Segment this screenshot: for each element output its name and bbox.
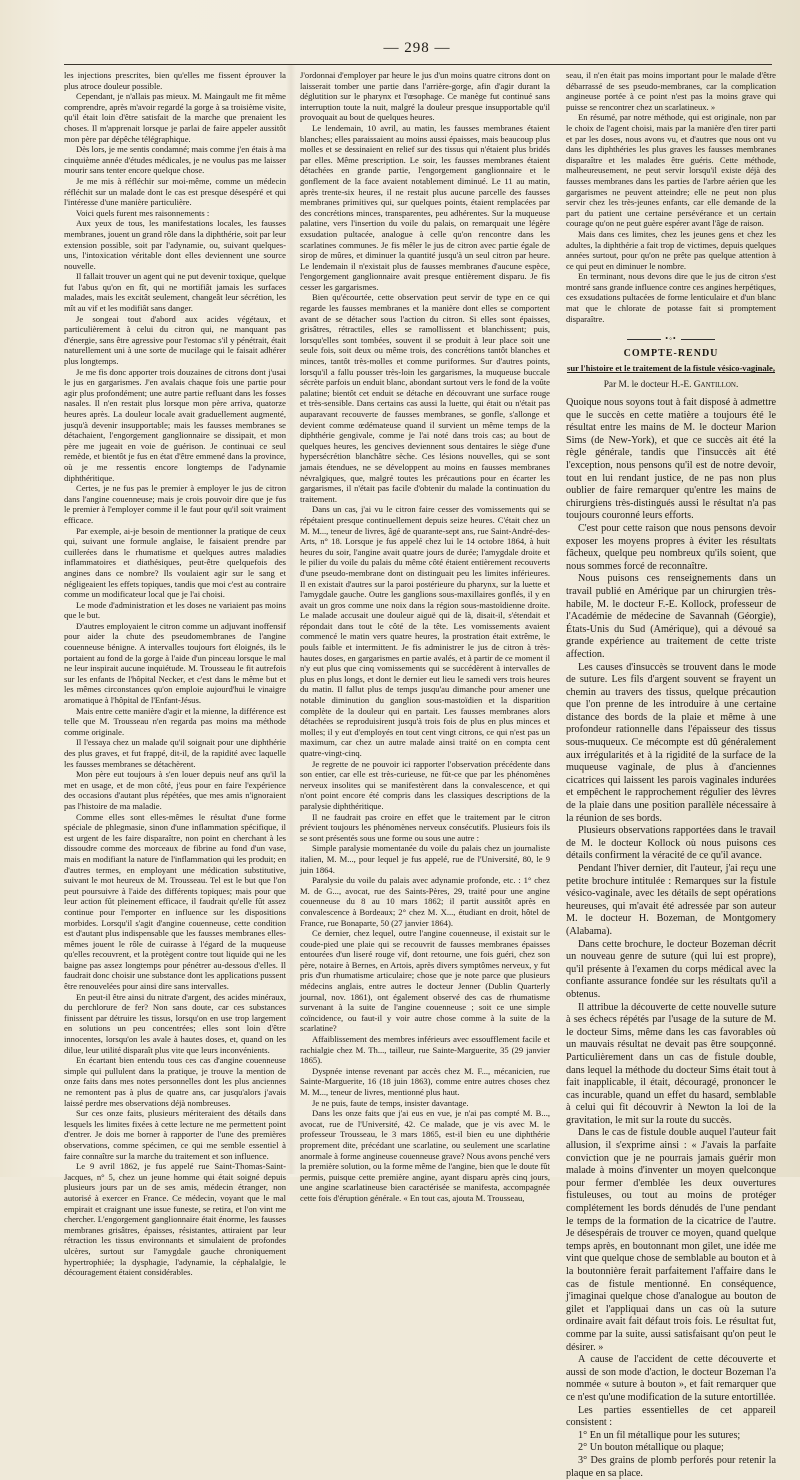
paragraph: Voici quels furent mes raisonnements : <box>76 207 210 218</box>
paragraph: Je ne puis, faute de temps, insister davantage. <box>312 1097 469 1108</box>
paragraph: Aux yeux de tous, les manifestations locales, les fausses membranes, jouent un grand rôle dans la diphthérie, soit par leur extension possible, soit par l'adynamie, ou, suivant quelques-uns, l'intoxication véritable dont elles deviennent une source nouvelle. <box>64 218 286 271</box>
paragraph: Les causes d'insuccès se trouvent dans le mode de suture. Les fils d'argent souvent se frayent un chemin au travers des tissus, quelque précaution que l'on prenne de les introduire à une certaine distance des bords de la plaie et même à une profondeur rationnelle dans l'épaisseur des tissus sous-muqueux. Ce mécompte est dû généralement aux irrégularités et à la rigidité de la surface de la muqueuse vaginale, de plus à d'anciennes cicatrices qui laissent les parois vaginales indurées et empêchent le rapprochement régulier des lèvres de la plaie dans une position parallèle nécessaire à la réunion de ses bords. <box>566 661 776 824</box>
paragraph: Dans les onze faits que j'ai eus en vue, je n'ai pas compté M. B..., avocat, rue de l'Université, 42. Ce malade, que je vis avec M. le professeur Trousseau, le 3 mars 1865, est-il bien eu une diphthérie proprement dite, précédant une scarlatine, ou seulement une scarlatine anormale à forme angineuse couenneuse grave? Nous avons penché vers la première solution, ou la forme même de l'angine, bien que le doute fût permis, puisque cette première angine, ayant disparu après cinq jours, une angine scarlatineuse bien caractérisée se manifesta, accompagnée cette fois d'éruption générale. « En tout cas, ajouta M. Trousseau, <box>300 1108 550 1203</box>
paragraph: Pendant l'hiver dernier, dit l'auteur, j'ai reçu une petite brochure intitulée : Remarques sur la fistule vésico-vaginale, avec les détails de sept opérations heureuses, qui m'avait été adressée par son auteur M. le docteur H. Bozeman, de Montgomery (Alabama). <box>566 863 776 937</box>
compte-rendu-title: COMPTE-RENDU <box>623 347 719 359</box>
paragraph: Par exemple, ai-je besoin de mentionner la pratique de ceux qui, suivant une formule anglaise, le faisaient prendre par cuillerées dans le rhumatisme et quelques autres maladies inflammatoires et diathésiques, peut-être quelquefois des angines dans ce nombre? Ils voulaient agir sur le sang et négligeaient les effets topiques, tandis que moi c'est au contraire comme un modificateur local que je l'ai choisi. <box>64 525 286 600</box>
paragraph: En écartant bien entendu tous ces cas d'angine couenneuse simple qui pullulent dans la pratique, je trouve la mention de onze faits dans mes notes personnelles dont les plus anciennes ne remontent pas à plus de quatre ans, car jusqu'alors j'avais laissé perdre mes observations déjà nombreuses. <box>64 1055 286 1108</box>
paragraph: Nous puisons ces renseignements dans un travail publié en Amérique par un chirurgien très-habile, M. le docteur F.-E. Kollock, professeur de l'Académie de médecine de Savannah (Géorgie), États-Unis du Sud (Amérique), qui a dévoué sa grande expérience au traitement de cette triste affection. <box>566 573 776 660</box>
paragraph: Cependant, je n'allais pas mieux. M. Maingault me fit même comprendre, après m'avoir regardé la gorge à sa troisième visite, qu'il était loin d'être satisfait de la marche que prenaient les choses. Il m'apprenait lorsque je parlai de faire appeler aussitôt mon père par dépêche télégraphique. <box>64 91 286 144</box>
paragraph: Ce dernier, chez lequel, outre l'angine couenneuse, il existait sur le coude-pied une plaie qui se recouvrit de fausses membranes épaisses entourées d'un liseré rouge vif, dont retourne, une fois guéri, chez son père, notaire à Bernes, en Artois, après divers symptômes nerveux, y fut pris d'un rhumatisme articulaire; chose que je note parce que plusieurs médecins anglais, entre autres le docteur Jenner (Dublin Quarterly journal, nov. 1861), ont également observé des cas de rhumatisme survenant à la suite de l'angine couenneuse ; soit ce une simple coïncidence, ou faut-il y voir autre chose comme à la suite de la scarlatine? <box>300 928 550 1034</box>
column-3-bottom <box>566 397 776 1480</box>
paragraph: Paralysie du voile du palais avec adynamie profonde, etc. : 1° chez M. de G..., avocat, rue des Saints-Pères, 29, traité pour une angine couenneuse du 8 au 10 mars 1862; il partit aussitôt après en convalescence à Bordeaux; 2° chez M. X..., étudiant en droit, hôtel de France, rue Bonaparte, 50 (27 janvier 1864). <box>300 875 550 928</box>
paragraph: Je me fis donc apporter trois douzaines de citrons dont j'usai le jus en gargarismes. J'en avalais chaque fois une partie pour agir plus profondément; une autre partie refluant dans les fosses nasales. Il n'en restait plus lorsque mon père arriva, quatorze heures après. La douleur locale avait graduellement augmenté, jusqu'à devenir insupportable; mais les fausses membranes se détachaient, l'engorgement ganglionnaire se dissipait, et mon père me jugeait en voie de guérison. Je continuai ce seul remède, et bientôt je fus en état d'être emmené dans la province, où je me ressentis encore longtemps de l'adynamie diphthéritique. <box>64 366 286 483</box>
paragraph: Je regrette de ne pouvoir ici rapporter l'observation précédente dans son entier, car elle est très-curieuse, ne fût-ce que par les phénomènes nerveux insolites qui se manifestèrent dans la convalescence, et qui n'ont point encore été compris dans les classiques descriptions de la paralysie diphthéritique. <box>300 758 550 811</box>
column-3-top <box>566 70 776 324</box>
author-name: H.-E. Gantillon. <box>671 380 739 391</box>
paragraph: D'autres employaient le citron comme un adjuvant inoffensif pour aider la chute des pseudomembranes de l'angine couenneuse bénigne. A intervalles toujours fort éloignés, ils le portaient au fond de la gorge à l'aide d'un pinceau lorsque le mal ne leur inspirait aucune inquiétude. M. Trousseau le fit autrefois sur les enfants de l'hôpital Necker, et c'est dans le même but et les mêmes circonstances qu'on emploie aujourd'hui le vinaigre aromatique à l'hôpital de l'Enfant-Jésus. <box>64 620 286 706</box>
paragraph: Il ne faudrait pas croire en effet que le traitement par le citron prévient toujours les phénomènes nerveux consécutifs. Plusieurs fois ils se sont présentés sous une forme ou sous une autre : <box>300 811 550 843</box>
paragraph: Le 9 avril 1862, je fus appelé rue Saint-Thomas-Saint-Jacques, n° 5, chez un jeune homme qui était soigné depuis plusieurs jours par un de ses amis, médecin étranger, non autorisé à exercer en France. Ce médecin, voyant que le mal empirait et craignant une issue funeste, se retira, et l'on vint me chercher. L'engorgement ganglionnaire était énorme, les fausses membranes grisâtres, épaisses, résistantes, attiraient par leur rétraction les tissus environnants et simulaient de profondes ulcères, surtout sur l'amygdale gauche chroniquement hypertrophiée; la dysphagie, l'adynamie, la céphalalgie, le découragement étaient considérables. <box>64 1161 286 1278</box>
paragraph: 3° Des grains de plomb perforés pour retenir la plaque en sa place. <box>566 1454 776 1479</box>
paragraph: Le mode d'administration et les doses ne variaient pas moins que le but. <box>64 599 286 621</box>
paragraph: Il l'essaya chez un malade qu'il soignait pour une diphthérie des plus graves, et fut frappé, dit-il, de la rapidité avec laquelle les fausses membranes se détachèrent. <box>64 737 286 769</box>
paragraph: Il fallait trouver un agent qui ne put devenir toxique, quelque fut l'abus qu'on en fît, qui ne mortifiât jamais les surfaces malades, mais les excitât seulement, changeât leur sécrétion, les mît au vif et les modifiât sans danger. <box>64 271 286 314</box>
paragraph: En terminant, nous devons dire que le jus de citron s'est montré sans grande influence contre ces angines herpétiques, ces exsudations pultacées de forme lenticulaire et d'un blanc mat que le chlorate de potasse fait si promptement disparaître. <box>566 271 776 324</box>
paragraph: Mais dans ces limites, chez les jeunes gens et chez les adultes, la diphthérie a fait trop de victimes, depuis quelques années surtout, pour qu'on ne prête pas quelque attention à ce qui peut en diminuer le nombre. <box>566 228 776 271</box>
header-rule <box>64 64 772 65</box>
column-2 <box>300 70 550 1203</box>
paragraph: 1° En un fil métallique pour les sutures; <box>578 1429 741 1441</box>
paragraph: A cause de l'accident de cette découverte et aussi de son mode d'action, le docteur Bozeman l'a nommée « suture à bouton », et fait remarquer que ce n'est qu'une modification de la suture entortillée. <box>566 1354 776 1403</box>
page-fold-shadow <box>286 64 296 1174</box>
paragraph: Simple paralysie momentanée du voile du palais chez un journaliste italien, M. M..., pour lequel je fus appelé, rue de l'Université, 80, le 9 juin 1864. <box>300 843 550 875</box>
paragraph: Mais entre cette manière d'agir et la mienne, la différence est telle que M. Trousseau n'en regarda pas moins ma méthode comme originale. <box>64 705 286 737</box>
paragraph: Plusieurs observations rapportées dans le travail de M. le docteur Kollock où nous puisons ces détails confirment la véracité de ce qu'il avance. <box>566 825 776 862</box>
paragraph: Il attribue la découverte de cette nouvelle suture à ses échecs répétés par l'usage de la suture de M. le docteur Sims, même dans les cas favorables où un mauvais résultat ne devait pas être soupçonné. Particulièrement dans un cas de fistule double, dans lequel la méthode du docteur Sims était tout à fait inapplicable, il était, découragé, prononcer le cas incurable, quand un effet du hasard, semblable à celui qui fit découvrir à Newton la loi de la gravitation, le mit sur la route du succès. <box>566 1001 776 1126</box>
paragraph: Comme elles sont elles-mêmes le résultat d'une forme spéciale de phlegmasie, sinon d'une inflammation spécifique, il est urgent de les faire disparaître, non point en cherchant à les dissoudre comme des morceaux de fibrine au fond d'un vase, mais en modifiant la nature de l'inflammation qui les produit; en d'autres termes, en employant une médication substitutive, suivant le mot heureux de M. Trousseau. Tel est le but que l'on peut poursuivre à l'aide des différents topiques; mais pour que leur action fût pleinement efficace, il faudrait qu'elle fût assez continue pour l'emporter en influence sur les dispositions morbides. Lorsqu'il s'agit d'angine couenneuse, cette condition est d'autant plus indispensable que les fausses membranes elles-mêmes jouent le rôle de cuirasse à l'égard de la muqueuse qu'elles recouvrent, et la protègent contre tout liquide qui ne les baigne pas assez longtemps pour pénétrer au-dessous d'elles. Il faudrait donc choisir une substance dont les applications pussent être renouvelées pour ainsi dire sans intervalles. <box>64 811 286 992</box>
paragraph: 2° Un bouton métallique ou plaque; <box>578 1442 724 1454</box>
section-separator: •◦• <box>566 334 776 345</box>
paragraph: les injections prescrites, bien qu'elles me fissent éprouver la plus atroce douleur possible. <box>64 70 286 91</box>
paragraph: Dans le cas de fistule double auquel l'auteur fait allusion, il s'exprime ainsi : « J'avais la parfaite conviction que je ne pourrais jamais guérir mon malade à moins d'inventer un moyen quelconque pour fermer d'emblée les deux ouvertures fistuleuses, ou tout au moins de protéger complétement les bords dénudés de l'une pendant le temps de la formation de la cicatrice de l'autre. Je désespérais de trouver ce moyen, quand quelque temps après, en boutonnant mon gilet, une idée me vint que quelque chose de semblable au bouton et à la boutonnière ferait parfaitement l'affaire dans le cas de fistule mentionné. En conséquence, j'imaginai quelque chose d'analogue au bouton de gilet et l'appliquai dans un cas où la suture ordinaire avait fait défaut trois fois. Le résultat fut, comme par la suite, aussi satisfaisant qu'on peut le désirer. » <box>566 1127 776 1353</box>
column-3 <box>566 70 776 1479</box>
paragraph: Certes, je ne fus pas le premier à employer le jus de citron dans l'angine couenneuse; mais je crois pouvoir dire que je fus le premier à l'employer comme il le faut pour qu'il soit vraiment efficace. <box>64 483 286 525</box>
paragraph: seau, il n'en était pas moins important pour le malade d'être débarrassé de ses pseudo-membranes, car la complication angineuse portée à ce point n'est pas la moins grave qui puisse se rencontrer chez un scarlatineux. » <box>566 70 776 112</box>
paragraph: J'ordonnai d'employer par heure le jus d'un moins quatre citrons dont on laisserait tomber une partie dans l'arrière-gorge, afin d'agir durant la déglutition sur le pharynx et l'œsophage. Ce manège fut continué sans interruption toute la nuit, malgré la douleur presque insupportable qu'il provoquait au bout de quelques heures. <box>300 70 550 123</box>
paragraph: Sur ces onze faits, plusieurs mériteraient des détails dans lesquels les limites fixées à cette lecture ne me permettent point d'entrer. Je dois me borner à rapporter de l'une des premières observations, comme spécimen, ce qui me semble essentiel à faire connaître sur la marche du traitement et son influence. <box>64 1108 286 1161</box>
paragraph: Je me mis à réfléchir sur moi-même, comme un médecin réfléchit sur un malade dont le cas est presque désespéré et qui l'intéresse d'une manière particulière. <box>64 175 286 208</box>
paragraph: En peut-il être ainsi du nitrate d'argent, des acides minéraux, du perchlorure de fer? Non sans doute, car ces substances finissent par détruire les tissus, lorsqu'on en use trop largement en solutions un peu concentrées; elles sont loin d'être innocentes, lorsqu'on les avale à hautes doses, et, quand on les dilue, leur utilité disparaît plus vite que leurs inconvénients. <box>64 991 286 1055</box>
paragraph: C'est pour cette raison que nous pensons devoir exposer les moyens propres à éviter les résultats fâcheux, quelque peu nombreux qu'ils soient, que nous sommes forcé de reconnaître. <box>566 522 776 572</box>
paragraph: En résumé, par notre méthode, qui est originale, non par le choix de l'agent choisi, mais par la manière d'en tirer parti et par les doses, nous avons vu, et d'autres que nous ont vu dans les diphthéries les plus graves les fausses membranes disparaître et les malades être guéris. Cette méthode, malheureusement, ne peut servir lorsqu'il existe déjà des fausses membranes dans les parties de l'arbre aérien que les gargarismes ne peuvent atteindre; elle ne peut non plus servir chez les très-jeunes enfants, car elle demande de la part du patient une certaine persévérance et un certain courage qu'on ne peut guère espérer avant l'âge de raison. <box>566 112 776 229</box>
compte-rendu-subtitle: sur l'histoire et le traitement de la fistule vésico-vaginale, <box>566 363 776 374</box>
paragraph: Les parties essentielles de cet appareil consistent : <box>566 1404 776 1429</box>
paragraph: Dès lors, je me sentis condamné; mais comme j'en étais à ma cinquième année d'études médicales, je ne voulus pas me laisser mourir sans tenter encore quelque chose. <box>64 144 286 176</box>
paragraph: Affaiblissement des membres inférieurs avec essoufflement facile et rachialgie chez M. Th..., tailleur, rue Sainte-Marguerite, 35 (29 janvier 1865). <box>300 1034 550 1066</box>
paragraph: Mon père eut toujours à s'en louer depuis neuf ans qu'il la met en usage, et de mon côté, j'eus pour en faire l'expérience des occasions d'autant plus répétées, que mes amis n'ignoraient pas l'histoire de ma maladie. <box>64 769 286 811</box>
compte-rendu-author <box>566 380 776 391</box>
column-1 <box>64 70 286 1278</box>
paragraph: Le lendemain, 10 avril, au matin, les fausses membranes étaient blanches; elles paraissaient au moins aussi épaisses, mais beaucoup plus molles et se dessinaient en relief sur des tissus qui n'étaient plus bridés par elles. Même prescription. Le soir, les fausses membranes étaient détachées en grande partie, l'engorgement ganglionnaire et le gonflement de la face avaient notablement diminué. Le 11 au matin, après trente-six heures, il ne restait plus aucune parcelle des fausses membranes primitives qui, sur quelques points, étaient remplacées par des concrétions minces, transparentes, peu adhérentes. Sur la muqueuse palatine, vers l'insertion du voile du palais, on remarquait une légère exsudation pultacée, analogue à celle qu'on rencontre dans les scarlatines communes. Je fis mêler le jus de citron avec partie égale de sirop de mûres, et diminuer la quantité jusqu'à un seul citron par heure. Le lendemain il n'existait plus de fausses membranes d'aucune espèce, l'engorgement ganglionnaire avait presque entièrement disparu. Je fis cesser les gargarismes. <box>300 122 550 292</box>
paragraph: Dyspnée intense revenant par accès chez M. F..., mécanicien, rue Sainte-Marguerite, 16 (18 juin 1863), comme entre autres choses chez M. M..., teneur de livres, mentionné plus haut. <box>300 1065 550 1097</box>
paragraph: Dans cette brochure, le docteur Bozeman décrit un nouveau genre de suture (qui lui est propre), qu'il présente à l'examen du corps médical avec la confiante assurance fondée sur les résultats qu'il a obtenus. <box>566 938 776 1000</box>
page-number: — 298 — <box>383 40 451 56</box>
paragraph: Je songeai tout d'abord aux acides végétaux, et particulièrement à celui du citron qui, ne manquant pas d'énergie, sans être agressive pour l'estomac s'il y pénétrait, était naturellement uni à une sorte de mucilage qui le faisait adhérer plus longtemps. <box>64 313 286 367</box>
paragraph: Bien qu'écourtée, cette observation peut servir de type en ce qui regarde les fausses membranes et la manière dont elles se comportent avant de se détacher sous l'action du citron. Si elles sont épaisses, grisâtres, rétractiles, elles se ramollissent et blanchissent; puis, lorsqu'elles sont tombées, souvent il se produit à leur place soit une seule fois, soit deux ou même trois, des concrétions tantôt blanches et minces, tantôt très-molles et comme puriformes. Sur d'autres points, lorsqu'il a fallu pousser très-loin les gargarismes, la muqueuse buccale sécrète parfois un enduit blanc, abondant surtout vers le fond de la voûte palatine; bientôt cet enduit se détache en découvrant une surface rouge et très-sensible. Dans certains cas aussi la luette, qui était ou n'était pas auparavant recouverte de fausses membranes, se gonfle, s'allonge et devient comme œdémateuse quand il survient un même temps de la diphthérie gengivale, comme je l'ai noté dans trois cas; au bout de quelques heures, les gencives deviennent sous dentaires le siège d'une hypersécrétion blanchâtre sèche. Ces lésions nouvelles, qui se sont jamais étendues, ne se développent au moins en fausses membranes névralgiques, que, malgré toutes les précautions pour en écarter les gargarismes, il n'était pas facile d'obtenir du malade la continuation du traitement. <box>300 292 550 504</box>
author-prefix: Par M. le docteur <box>603 380 669 391</box>
paragraph: Dans un cas, j'ai vu le citron faire cesser des vomissements qui se répétaient presque continuellement depuis seize heures. C'était chez un M. M..., teneur de livres, âgé de quarante-sept ans, rue Saint-André-des-Arts, n° 18. Lorsque je fus appelé chez lui le 14 octobre 1864, à huit heures du soir, l'angine avait quatre jours de durée; l'amygdale droite et le pilier du voile du palais du même côté étaient entièrement recouverts d'une pseudo-membrane dont on distinguait peu les limites inférieures. Il en existait d'autres sur la paroi postérieure du pharynx, sur la luette et l'amygdale gauche. Outre les ganglions sous-maxillaires gonflés, il y en avait un gros comme une noix dans la région sous-mastoïdienne droite. Le malade accusait une douleur aiguë qui de là, disait-il, s'étendait et répondait dans tout le côté de la tête. Les vomissements avaient commencé le matin vers quatre heures, la prostration était extrême, le pouls faible et intermittent. Je fis administrer le jus de citron à très-hautes doses, en gargarismes en partie avalés, et à partir de ce moment il n'y eut plus que cinq vomissements qui se succédèrent à intervalles de plus en plus longs, et dont le dernier eut lieu le samedi vers trois heures du matin. Il fallut plus de temps jusqu'au dimanche pour amener une notable diminution du ganglion sous-mastoïdien et la disparition complète de la douleur qui en partait. Les fausses membranes alors détachées se reproduisirent jusqu'à trois fois de plus en plus minces et molles; il y eut d'employés en tout cent vingt citrons, ce qui n'est pas un maximum, car chez un autre malade ainsi traité on en compta cent quatre-vingt-cinq. <box>300 504 550 758</box>
paragraph: Quoique nous soyons tout à fait disposé à admettre que le succès en cette matière a toujours été le résultat entre les mains de M. le docteur Marion Sims (de New-York), et que ce succès ait été la règle générale, tandis que l'insuccès ait été l'exception, nous pensons qu'il est de notre devoir, tout en lui rendant justice, de ne pas non plus oublier de faire remarquer qu'entre les mains de chirurgiens très-distingués aussi le résultat n'a pas toujours couronné leurs efforts. <box>566 397 776 522</box>
